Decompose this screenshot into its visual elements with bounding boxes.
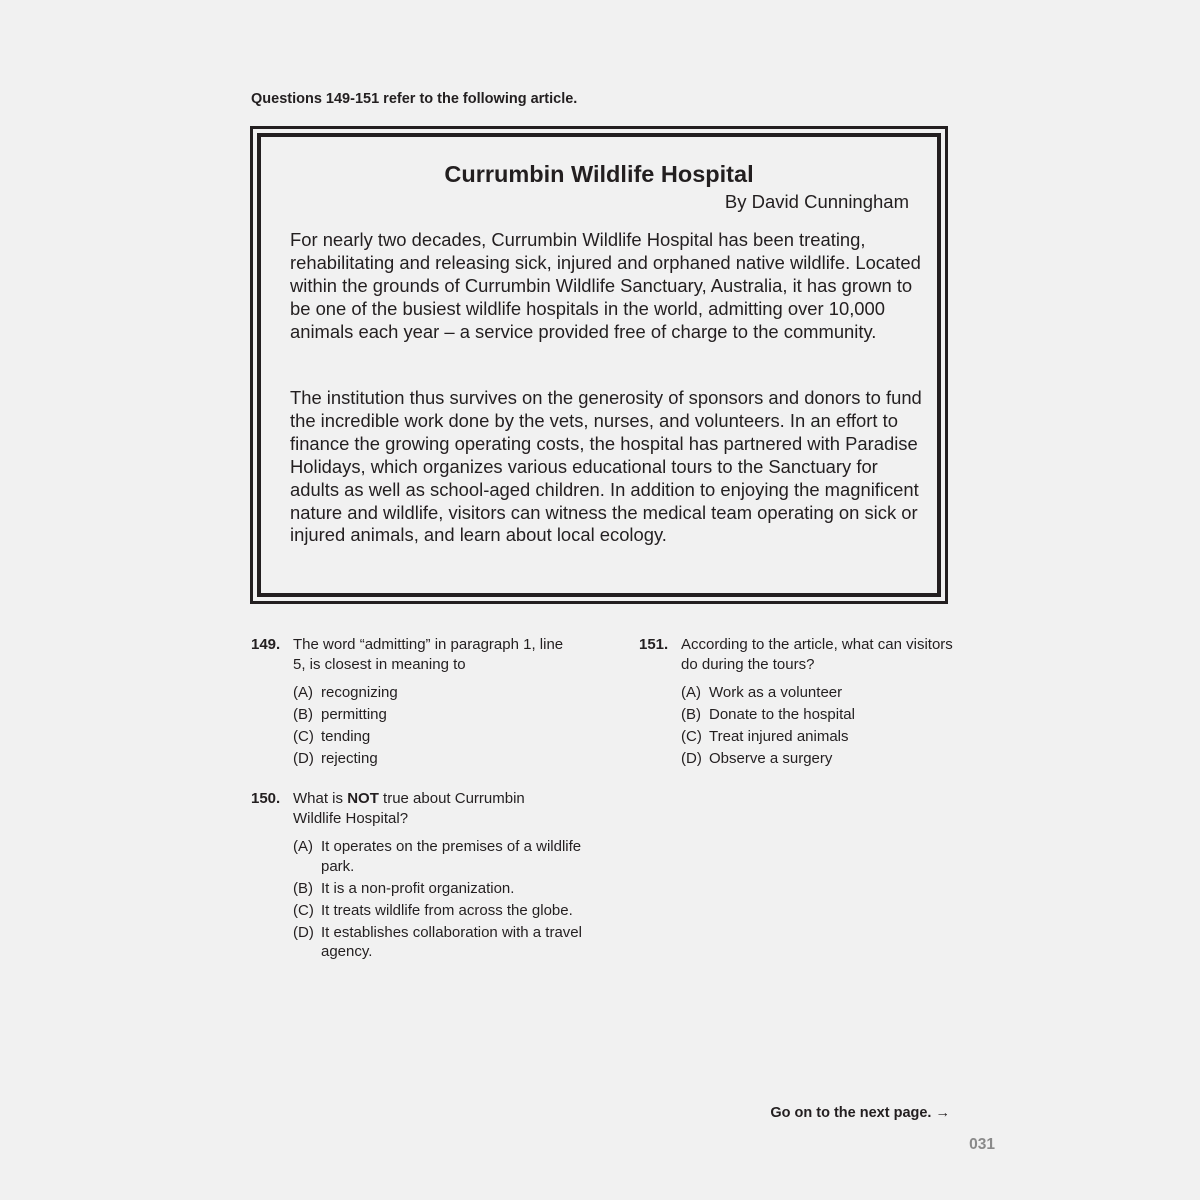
- option-letter: (A): [293, 838, 313, 855]
- answer-option-d[interactable]: [293, 923, 583, 962]
- option-text: It treats wildlife from across the globe.: [321, 901, 573, 919]
- section-intro: Questions 149-151 refer to the following article.: [251, 91, 578, 107]
- stem-emphasis: NOT: [347, 790, 379, 807]
- answer-option-a[interactable]: [293, 837, 583, 876]
- option-text: It operates on the premises of a wildlife park.: [321, 838, 582, 875]
- option-letter: (C): [681, 728, 702, 745]
- question-number: 149.: [251, 636, 281, 653]
- answer-option-c[interactable]: [681, 727, 971, 747]
- option-text: Donate to the hospital: [709, 706, 855, 723]
- option-letter: (B): [293, 706, 313, 723]
- question-number: 151.: [639, 636, 669, 653]
- answer-option-a[interactable]: [293, 683, 583, 703]
- option-text: rejecting: [321, 750, 378, 767]
- answer-options: [293, 837, 583, 964]
- answer-option-b[interactable]: [681, 705, 971, 725]
- answer-option-d[interactable]: [293, 749, 583, 769]
- article-box: [250, 126, 948, 604]
- article-byline: By David Cunningham: [724, 191, 909, 212]
- option-letter: (B): [293, 879, 313, 897]
- answer-option-c[interactable]: [293, 901, 583, 921]
- option-text: Treat injured animals: [709, 728, 849, 745]
- option-text: recognizing: [321, 684, 398, 701]
- option-text: Work as a volunteer: [709, 684, 843, 701]
- question-stem: The word “admitting” in paragraph 1, line 5, is closest in meaning to: [293, 636, 564, 673]
- answer-option-b[interactable]: [293, 705, 583, 725]
- option-text: It is a non-profit organization.: [321, 879, 515, 897]
- answer-option-d[interactable]: [681, 749, 971, 769]
- question-stem: According to the article, what can visitors do during the tours?: [681, 636, 953, 673]
- option-letter: (D): [293, 750, 314, 767]
- option-text: permitting: [321, 706, 387, 723]
- article-inner-border: [257, 133, 941, 597]
- option-letter: (A): [293, 684, 313, 701]
- option-letter: (C): [293, 901, 314, 919]
- option-letter: (D): [681, 750, 702, 767]
- stem-before: What is: [293, 790, 348, 807]
- page-number: 031: [969, 1136, 995, 1153]
- question-number: 150.: [251, 790, 281, 807]
- option-letter: (D): [293, 923, 314, 941]
- article-paragraph-1: For nearly two decades, Currumbin Wildlife Hospital has been treating, rehabilitating and releasing sick, injured and orphaned native wildlife. Located within the grounds of Currumbin Wildlife Sanctuary, Australia, it has grown to be one of the busiest wildlife hospitals in the world, admitting over 10,000 animals each year – a service provided free of charge to the community.: [290, 229, 921, 342]
- answer-options: [293, 683, 583, 771]
- answer-option-b[interactable]: [293, 879, 583, 899]
- article-paragraph-2: The institution thus survives on the generosity of sponsors and donors to fund the incredible work done by the vets, nurses, and volunteers. In an effort to finance the growing operating costs, the hospital has partnered with Paradise Holidays, which organizes various educational tours to the Sanctuary for adults as well as school-aged children. In addition to enjoying the magnificent nature and wildlife, visitors can witness the medical team operating on sick or injured animals, and learn about local ecology.: [290, 387, 922, 546]
- article-title: Currumbin Wildlife Hospital: [444, 161, 754, 187]
- stem-after: true about Currumbin Wildlife Hospital?: [293, 790, 525, 827]
- option-letter: (B): [681, 706, 701, 723]
- answer-options: [681, 683, 971, 771]
- answer-option-a[interactable]: [681, 683, 971, 703]
- question-stem: [293, 789, 573, 828]
- option-letter: (C): [293, 728, 314, 745]
- option-text: Observe a surgery: [709, 750, 833, 767]
- option-text: tending: [321, 728, 371, 745]
- option-text: It establishes collaboration with a travel agency.: [321, 923, 582, 960]
- option-letter: (A): [681, 684, 701, 701]
- answer-option-c[interactable]: [293, 727, 583, 747]
- next-page-note: Go on to the next page. →: [770, 1105, 950, 1121]
